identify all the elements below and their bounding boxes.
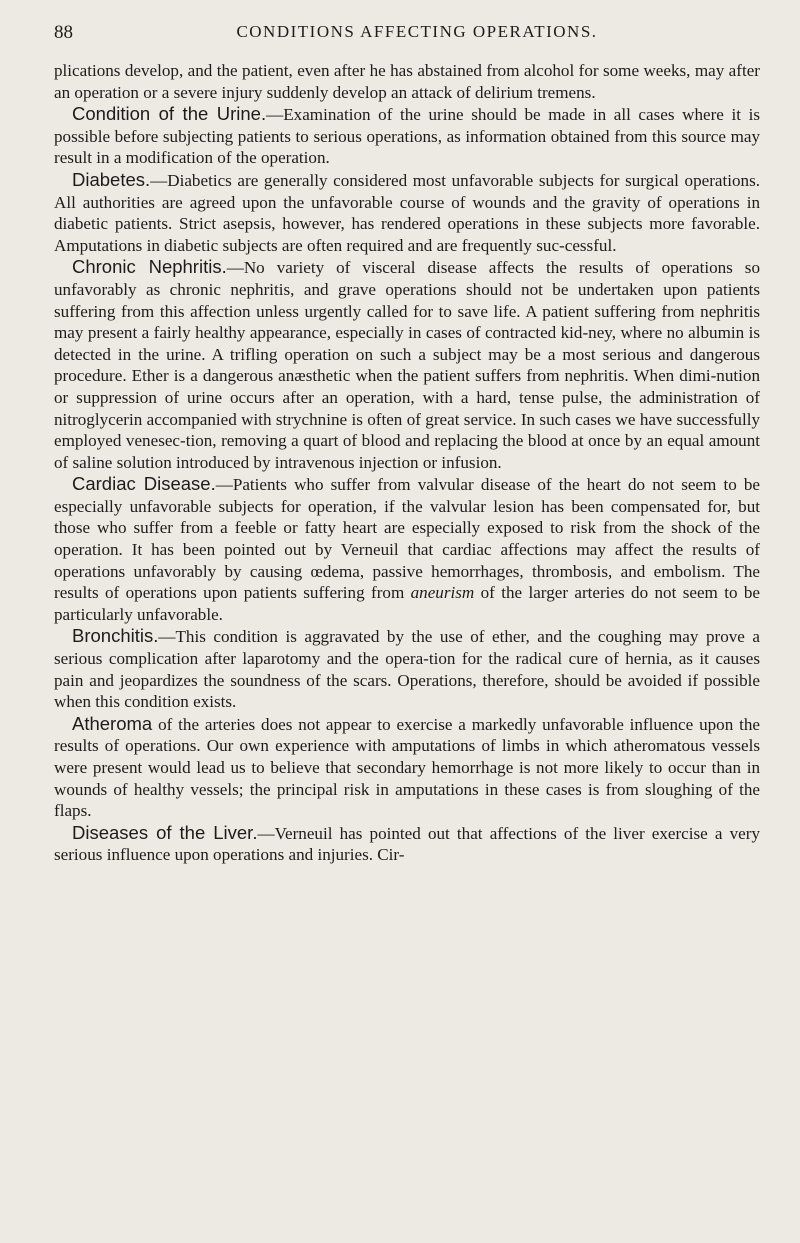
paragraph-text: —Examination of the urine should be made in all cases where it is possible before subjecting patients to serious operations, as information obtained from this source may result in a modification of the operation. (54, 105, 760, 168)
section-diabetes (54, 169, 760, 256)
section-heading: Cardiac Disease. (72, 473, 216, 495)
paragraph-text: —Diabetics are generally considered most unfavorable subjects for surgical operations. All authorities are agreed upon the unfavorable course of wounds and the gravity of operations in diabetic patients. Strict asepsis, however, has rendered operations in these subjects more favorable. Amputations in diabetic subjects are often required and are frequently suc-cessful. (54, 170, 760, 255)
running-head (54, 22, 760, 46)
body-text (54, 60, 760, 866)
paragraph-text: —No variety of visceral disease affects the results of operations so unfavorably as chronic nephritis, and grave operations should not be undertaken upon patients suffering from this affection unless urgently called for to save life. A patient suffering from nephritis may present a fairly healthy appearance, especially in cases of contracted kid-ney, where no albumin is detected in the urine. A trifling operation on such a subject may be a most serious and dangerous procedure. Ether is a dangerous anæsthetic when the patient suffers from nephritis. When dimi-nution or suppression of urine occurs after an operation, with a hard, tense pulse, the administration of nitroglycerin accompanied with strychnine is often of great service. In such cases we have successfully employed venesec-tion, removing a quart of blood and replacing the blood at once by an equal amount of saline solution introduced by intravenous injection or infusion. (54, 258, 761, 472)
paragraph-text: —This condition is aggravated by the use of ether, and the coughing may prove a serious complication after laparotomy and the opera-tion for the radical cure of hernia, as it causes pain and jeopardizes the soundness of the scars. Operations, therefore, should be avoided if possible when this condition exists. (54, 627, 760, 712)
paragraph-text: —Patients who suffer from valvular disease of the heart do not seem to be especially unfavorable subjects for operation, if the valvular lesion has been compensated for, but those who suffer from a feeble or fatty heart are especially exposed to risk from the shock of the operation. It has been pointed out by Verneuil that cardiac affections may affect the results of operations unfavorably by causing œdema, passive hemorrhages, thrombosis, and embolism. The results of operations upon patients suffering from (54, 475, 760, 603)
section-atheroma (54, 713, 760, 822)
running-title: CONDITIONS AFFECTING OPERATIONS. (236, 22, 598, 41)
section-heading: Atheroma (72, 712, 153, 734)
section-heading: Diabetes. (72, 168, 151, 190)
paragraph-text: of the larger arteries do not seem to be particularly unfavorable. (54, 583, 760, 624)
paragraph-continuation (54, 60, 760, 103)
page-number: 88 (54, 22, 73, 43)
paragraph-text: plications develop, and the patient, even after he has abstained from alcohol for some weeks, may after an operation or a severe injury suddenly develop an attack of delirium tremens. (54, 61, 760, 102)
section-heading: Condition of the Urine. (72, 103, 267, 125)
section-heading: Diseases of the Liver. (72, 821, 258, 843)
section-liver-diseases (54, 822, 760, 866)
section-heading: Chronic Nephritis. (72, 256, 227, 278)
paragraph-text: of the arteries does not appear to exercise a markedly unfavorable influence upon the results of operations. Our own experience with amputations of limbs in which atheromatous vessels were present would lead us to believe that secondary hemorrhage is not more likely to occur than in wounds of healthy vessels; the principal risk in amputations in these cases is from sloughing of the flaps. (54, 714, 760, 821)
section-chronic-nephritis (54, 256, 760, 473)
emphasized-term: aneurism (410, 583, 475, 603)
section-urine (54, 103, 760, 169)
paragraph-text: —Verneuil has pointed out that affections of the liver exercise a very serious influence upon operations and injuries. Cir- (54, 823, 760, 865)
section-cardiac-disease (54, 473, 760, 625)
section-heading: Bronchitis. (72, 625, 159, 647)
section-bronchitis (54, 625, 760, 712)
